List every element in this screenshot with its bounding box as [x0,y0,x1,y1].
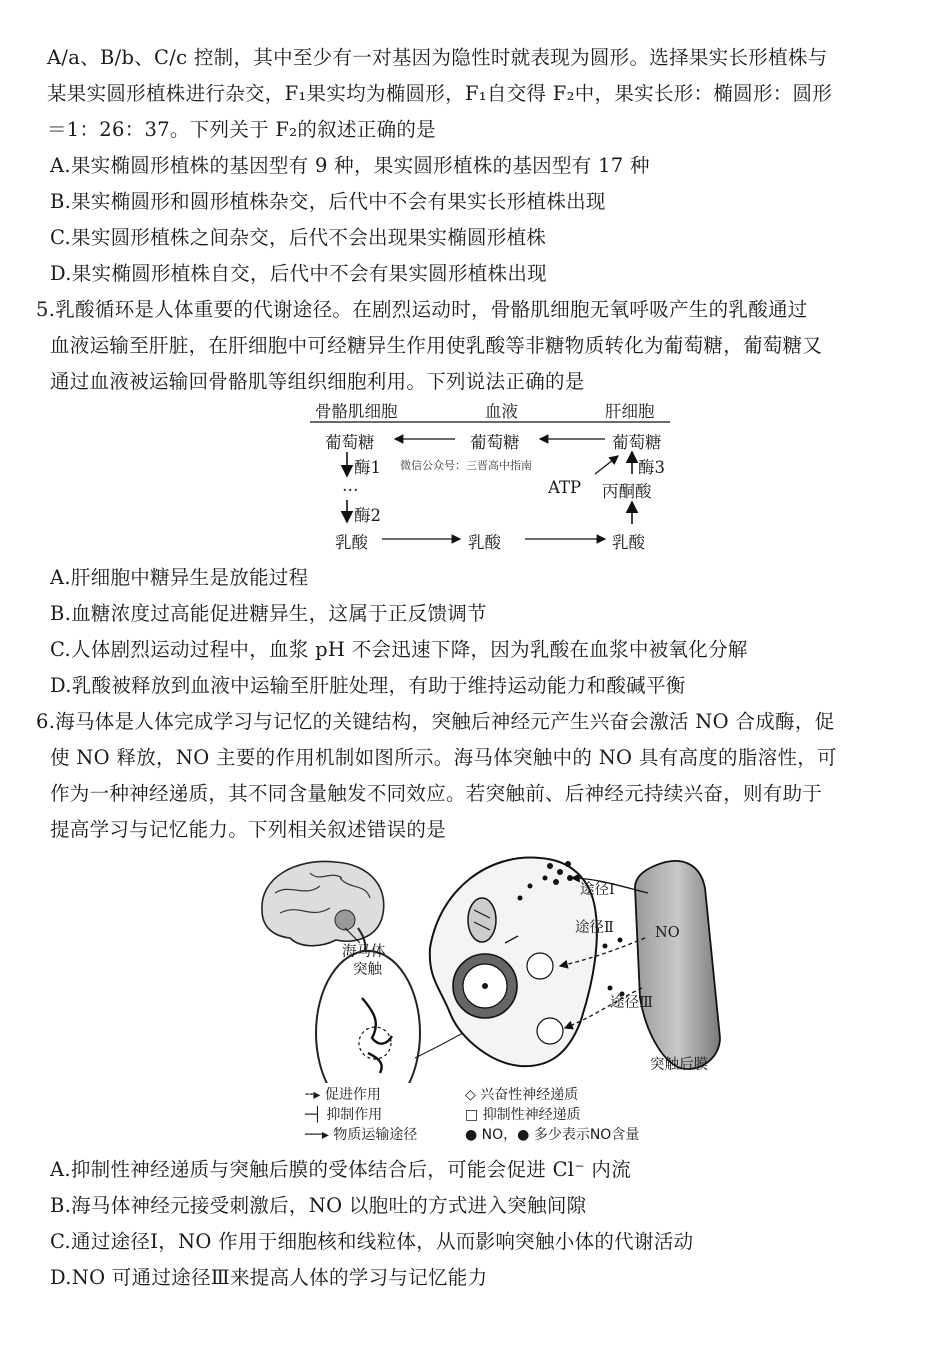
q6-option-c: C.通过途径Ⅰ，NO 作用于细胞核和线粒体，从而影响突触小体的代谢活动 [50,1230,694,1253]
postsynaptic-membrane [635,861,720,1069]
enzyme2-label: 酶2 [354,506,381,525]
intermediate-dots: … [342,476,359,495]
vesicle-1 [527,953,553,979]
pathway-1-label: 途径Ⅰ [580,882,615,898]
glucose-liver: 葡萄糖 [612,433,662,452]
q6-stem-line-2: 使 NO 释放，NO 主要的作用机制如图所示。海马体突触中的 NO 具有高度的脂溶性，可 [50,746,837,769]
lactate-blood: 乳酸 [468,533,501,552]
q4-option-a: A.果实椭圆形植株的基因型有 9 种，果实圆形植株的基因型有 17 种 [50,154,650,177]
legend-excitatory: ◇ 兴奋性神经递质 [465,1087,579,1103]
glucose-blood: 葡萄糖 [470,433,520,452]
atp-label: ATP [548,478,582,497]
header-liver: 肝细胞 [605,402,655,421]
enzyme1-label: 酶1 [354,458,381,477]
pathway-2-label: 途径Ⅱ [575,920,614,936]
arrow-atp [595,456,618,474]
hippocampus-label-1: 海马体 [342,944,386,960]
watermark: 微信公众号：三晋高中指南 [400,459,532,472]
q6-stem-line-1: 6.海马体是人体完成学习与记忆的关键结构，突触后神经元产生兴奋会激活 NO 合成酶，促 [36,710,835,733]
q4-stem-line-3: ＝1：26：37。下列关于 F₂的叙述正确的是 [47,118,436,141]
header-blood: 血液 [485,402,518,421]
q6-option-d: D.NO 可通过途径Ⅲ来提高人体的学习与记忆能力 [50,1266,488,1289]
pyruvate-label: 丙酮酸 [602,482,652,501]
lactate-cycle-diagram [300,394,680,564]
q5-option-a: A.肝细胞中糖异生是放能过程 [50,566,309,589]
legend-inhibit: ─┤ 抑制作用 [305,1107,383,1123]
legend-no: ● NO，● 多少表示NO含量 [465,1127,640,1143]
q5-stem-line-2: 血液运输至肝脏，在肝细胞中可经糖异生作用使乳酸等非糖物质转化为葡萄糖，葡萄糖又 [50,334,823,357]
q4-option-d: D.果实椭圆形植株自交，后代中不会有果实圆形植株出现 [50,262,547,285]
hippocampus-label-2: 突触 [353,962,382,978]
q6-stem-line-4: 提高学习与记忆能力。下列相关叙述错误的是 [50,818,447,841]
q4-stem-line-1: A/a、B/b、C/c 控制，其中至少有一对基因为隐性时就表现为圆形。选择果实长形植株与 [47,46,828,69]
q4-stem-line-2: 某果实圆形植株进行杂交，F₁果实均为椭圆形，F₁自交得 F₂中，果实长形：椭圆形：圆形 [47,82,833,105]
lactate-liver: 乳酸 [612,533,645,552]
q4-option-c: C.果实圆形植株之间杂交，后代不会出现果实椭圆形植株 [50,226,547,249]
legend-promote: ╌▸ 促进作用 [305,1087,381,1103]
lactate-muscle: 乳酸 [335,533,368,552]
pathway-3-label: 途径Ⅲ [610,995,653,1011]
presynaptic-terminal [430,858,597,1067]
legend-inhibitory: □ 抑制性神经递质 [465,1107,581,1123]
postsynaptic-label: 突触后膜 [650,1057,708,1073]
q5-option-d: D.乳酸被释放到血液中运输至肝脏处理，有助于维持运动能力和酸碱平衡 [50,674,686,697]
q5-stem-line-1: 5.乳酸循环是人体重要的代谢途径。在剧烈运动时，骨骼肌细胞无氧呼吸产生的乳酸通过 [36,298,808,321]
q5-option-b: B.血糖浓度过高能促进糖异生，这属于正反馈调节 [50,602,487,625]
header-muscle: 骨骼肌细胞 [315,402,398,421]
legend-transport: ──▸ 物质运输途径 [305,1127,418,1143]
q4-option-b: B.果实椭圆形和圆形植株杂交，后代中不会有果实长形植株出现 [50,190,606,213]
q5-stem-line-3: 通过血液被运输回骨骼肌等组织细胞利用。下列说法正确的是 [50,370,585,393]
vesicle-2 [537,1018,563,1044]
enzyme3-label: 酶3 [638,458,665,477]
glucose-muscle: 葡萄糖 [325,433,375,452]
q6-option-b: B.海马体神经元接受刺激后，NO 以胞吐的方式进入突触间隙 [50,1194,587,1217]
no-label: NO [655,925,680,941]
synapse-illustration [250,848,750,1083]
q6-option-a: A.抑制性神经递质与突触后膜的受体结合后，可能会促进 Cl⁻ 内流 [50,1158,632,1181]
mitochondrion [468,898,496,942]
q6-stem-line-3: 作为一种神经递质，其不同含量触发不同效应。若突触前、后神经元持续兴奋，则有助于 [50,782,823,805]
q5-option-c: C.人体剧烈运动过程中，血浆 pH 不会迅速下降，因为乳酸在血浆中被氧化分解 [50,638,748,661]
